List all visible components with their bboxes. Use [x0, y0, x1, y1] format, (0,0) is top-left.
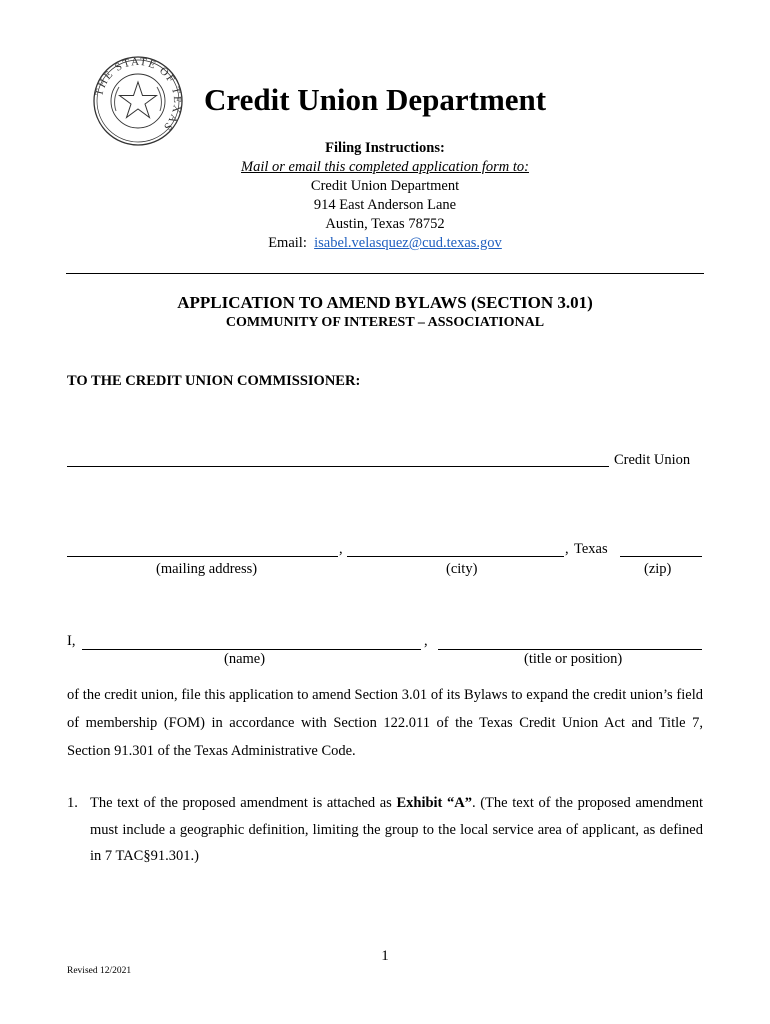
address-line-1: Credit Union Department	[310, 178, 460, 194]
department-title: Credit Union Department	[204, 82, 547, 117]
credit-union-name-field[interactable]	[67, 466, 609, 467]
address-line-2: 914 East Anderson Lane	[313, 197, 457, 213]
svg-text:THE STATE OF TEXAS	[93, 56, 183, 134]
texas-state-seal-icon	[92, 55, 184, 147]
exhibit-reference: Exhibit “A”	[396, 795, 472, 811]
address-line-3: Austin, Texas 78752	[325, 216, 445, 232]
title-position-label: (title or position)	[524, 651, 623, 667]
zip-label: (zip)	[644, 561, 672, 577]
email-line	[0, 234, 770, 253]
mail-instruction-line: Mail or email this completed application form to:	[241, 159, 529, 175]
comma-separator: ,	[339, 541, 343, 557]
zip-field[interactable]	[620, 556, 702, 557]
credit-union-suffix: Credit Union	[614, 452, 691, 468]
filing-instructions-heading: Filing Instructions:	[325, 140, 445, 156]
i-prefix: I,	[67, 633, 76, 649]
addressee-heading: TO THE CREDIT UNION COMMISSIONER:	[67, 373, 361, 389]
name-field[interactable]	[82, 649, 421, 650]
state-label: Texas	[574, 541, 608, 557]
name-label: (name)	[224, 651, 266, 667]
title-position-field[interactable]	[438, 649, 702, 650]
form-subtitle: COMMUNITY OF INTEREST – ASSOCIATIONAL	[225, 315, 545, 330]
city-field[interactable]	[347, 556, 564, 557]
header-divider	[66, 273, 704, 274]
mailing-address-label: (mailing address)	[156, 561, 258, 577]
list-item	[67, 790, 703, 870]
form-title: APPLICATION TO AMEND BYLAWS (SECTION 3.01)	[177, 293, 593, 312]
item-number: 1.	[67, 795, 78, 811]
comma-separator: ,	[424, 633, 428, 649]
city-label: (city)	[446, 561, 478, 577]
page-number: 1	[381, 948, 389, 964]
email-link[interactable]: isabel.velasquez@cud.texas.gov	[314, 235, 502, 251]
seal-text: THE STATE OF TEXAS	[93, 55, 184, 134]
email-label: Email:	[268, 235, 307, 251]
comma-separator: ,	[565, 541, 569, 557]
item-text-post: . (The text of the proposed amendment must include a geographic definition, limiting the group to the local service area of applicant, as defined in 7 TAC§91.301.)	[90, 795, 703, 864]
application-statement: of the credit union, file this application to amend Section 3.01 of its Bylaws to expand the credit union’s field of membership (FOM) in accordance with Section 122.011 of the Texas Credit Union Act and Title 7, Section 91.301 of the Texas Administrative Code.	[67, 687, 703, 759]
mailing-address-field[interactable]	[67, 556, 338, 557]
item-text-pre: The text of the proposed amendment is attached as	[90, 795, 397, 811]
revision-date: Revised 12/2021	[67, 966, 132, 976]
